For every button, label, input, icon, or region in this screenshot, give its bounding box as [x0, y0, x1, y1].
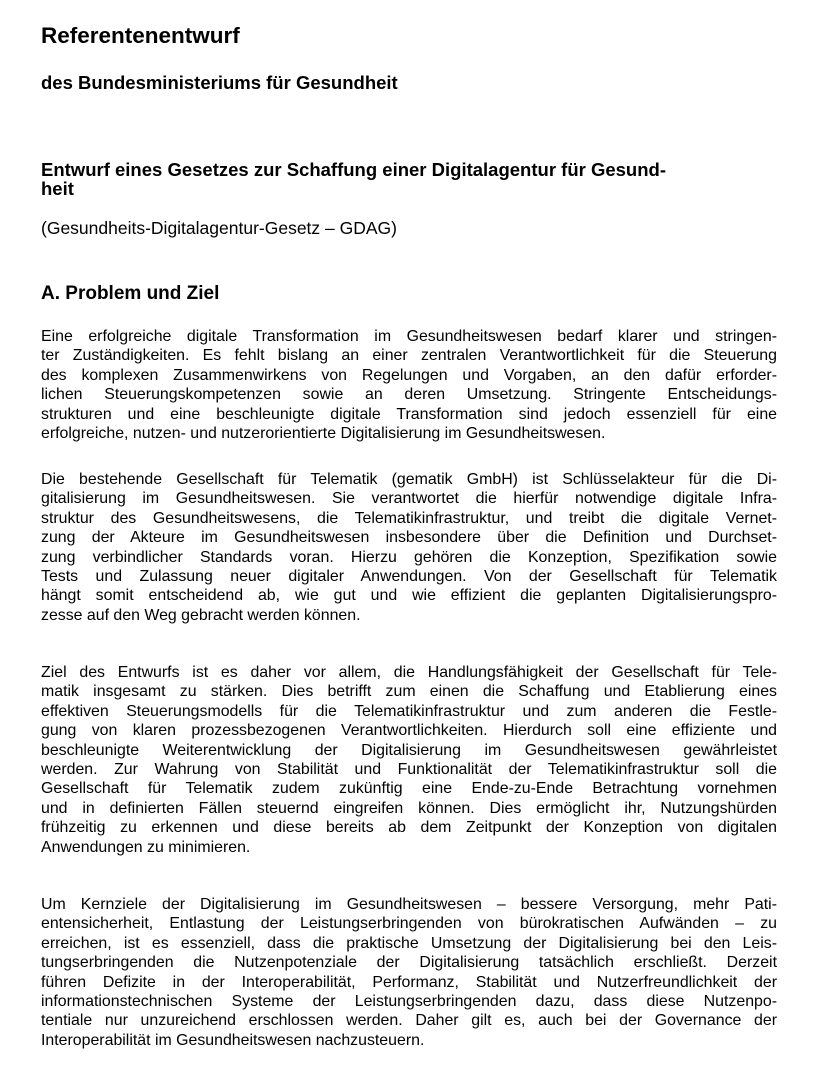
paragraph-line: Tests und Zulassung neuer digitaler Anwendungen. Von der Gesellschaft für Telematik	[41, 567, 777, 585]
paragraph-line: gung von klaren prozessbezogenen Verantwortlichkeiten. Hierdurch soll eine effiziente und	[41, 722, 777, 740]
paragraph-line: matik insgesamt zu stärken. Dies betrifft zum einen die Schaffung und Etablierung eines	[41, 683, 777, 701]
section-heading: A. Problem und Ziel	[41, 283, 220, 304]
document-title: Referentenentwurf	[41, 23, 240, 48]
document-subtitle: des Bundesministeriums für Gesundheit	[41, 72, 398, 93]
body-paragraph	[41, 663, 777, 857]
law-title-line: heit	[41, 178, 74, 200]
paragraph-line: beschleunigte Weiterentwicklung der Digitalisierung im Gesundheitswesen gewährleistet	[41, 741, 777, 759]
paragraph-line: führen Defizite in der Interoperabilität, Performanz, Stabilität und Nutzerfreundlichkeit der	[41, 973, 777, 991]
paragraph-line: lichen Steuerungskompetenzen sowie an deren Umsetzung. Stringente Entscheidungs-	[41, 386, 777, 404]
paragraph-line: und in definierten Fällen steuernd eingreifen können. Dies ermöglicht ihr, Nutzungshürden	[41, 799, 777, 817]
paragraph-line: werden. Zur Wahrung von Stabilität und Funktionalität der Telematikinfrastruktur soll die	[41, 760, 777, 778]
paragraph-line: entensicherheit, Entlastung der Leistungserbringenden von bürokratischen Aufwänden – zu	[41, 915, 777, 933]
law-title	[41, 157, 777, 200]
paragraph-line: Anwendungen zu minimieren.	[41, 838, 251, 856]
paragraph-line: ter Zuständigkeiten. Es fehlt bislang an einer zentralen Verantwortlichkeit für die Steuerung	[41, 347, 777, 365]
paragraph-line: des komplexen Zusammenwirkens von Regelungen und Vorgaben, an den dafür erforder-	[41, 366, 777, 384]
paragraph-line: strukturen und eine beschleunigte digitale Transformation sind jedoch essenziell für eine	[41, 405, 777, 423]
paragraph-line: zung verbindlicher Standards voran. Hierzu gehören die Konzeption, Spezifikation sowie	[41, 548, 777, 566]
body-paragraph	[41, 470, 777, 625]
body-paragraph	[41, 895, 777, 1050]
law-short-title: (Gesundheits-Digitalagentur-Gesetz – GDAG)	[41, 218, 397, 238]
paragraph-line: frühzeitig zu erkennen und diese bereits ab dem Zeitpunkt der Konzeption von digitalen	[41, 819, 777, 837]
paragraph-line: hängt somit entscheidend ab, wie gut und wie effizient die geplanten Digitalisierungspro-	[41, 587, 777, 605]
paragraph-line: tungserbringenden die Nutzenpotenziale der Digitalisierung tatsächlich erschließt. Derzeit	[41, 954, 777, 972]
paragraph-line: Um Kernziele der Digitalisierung im Gesundheitswesen – bessere Versorgung, mehr Pati-	[41, 896, 777, 913]
paragraph-line: zesse auf den Weg gebracht werden können.	[41, 606, 361, 624]
paragraph-line: Ziel des Entwurfs ist es daher vor allem, die Handlungsfähigkeit der Gesellschaft für Tele-	[41, 664, 777, 681]
paragraph-line: informationstechnischen Systeme der Leistungserbringenden dazu, dass diese Nutzenpo-	[41, 992, 777, 1010]
paragraph-line: Eine erfolgreiche digitale Transformation im Gesundheitswesen bedarf klarer und stringen-	[41, 328, 777, 345]
paragraph-line: Die bestehende Gesellschaft für Telematik (gematik GmbH) ist Schlüsselakteur für die Di-	[41, 471, 777, 488]
paragraph-line: gitalisierung im Gesundheitswesen. Sie verantwortet die hierfür notwendige digitale Infra-	[41, 490, 777, 508]
law-title-line: Entwurf eines Gesetzes zur Schaffung einer Digitalagentur für Gesund-	[41, 159, 666, 180]
paragraph-line: tentiale nur unzureichend erschlossen werden. Daher gilt es, auch bei der Governance der	[41, 1012, 777, 1030]
paragraph-line: erreichen, ist es essenziell, dass die praktische Umsetzung der Digitalisierung bei den Leis-	[41, 934, 777, 952]
paragraph-line: zung der Akteure im Gesundheitswesen insbesondere über die Definition und Durchset-	[41, 529, 777, 547]
body-paragraph	[41, 327, 777, 443]
paragraph-line: effektiven Steuerungsmodells für die Telematikinfrastruktur und zum anderen die Festle-	[41, 702, 777, 720]
paragraph-line: Gesellschaft für Telematik zudem zukünftig eine Ende-zu-Ende Betrachtung vornehmen	[41, 780, 777, 798]
paragraph-line: Interoperabilität im Gesundheitswesen nachzusteuern.	[41, 1031, 425, 1049]
paragraph-line: struktur des Gesundheitswesens, die Telematikinfrastruktur, und treibt die digitale Vernet-	[41, 509, 777, 527]
paragraph-line: erfolgreiche, nutzen- und nutzerorientierte Digitalisierung im Gesundheitswesen.	[41, 424, 606, 442]
